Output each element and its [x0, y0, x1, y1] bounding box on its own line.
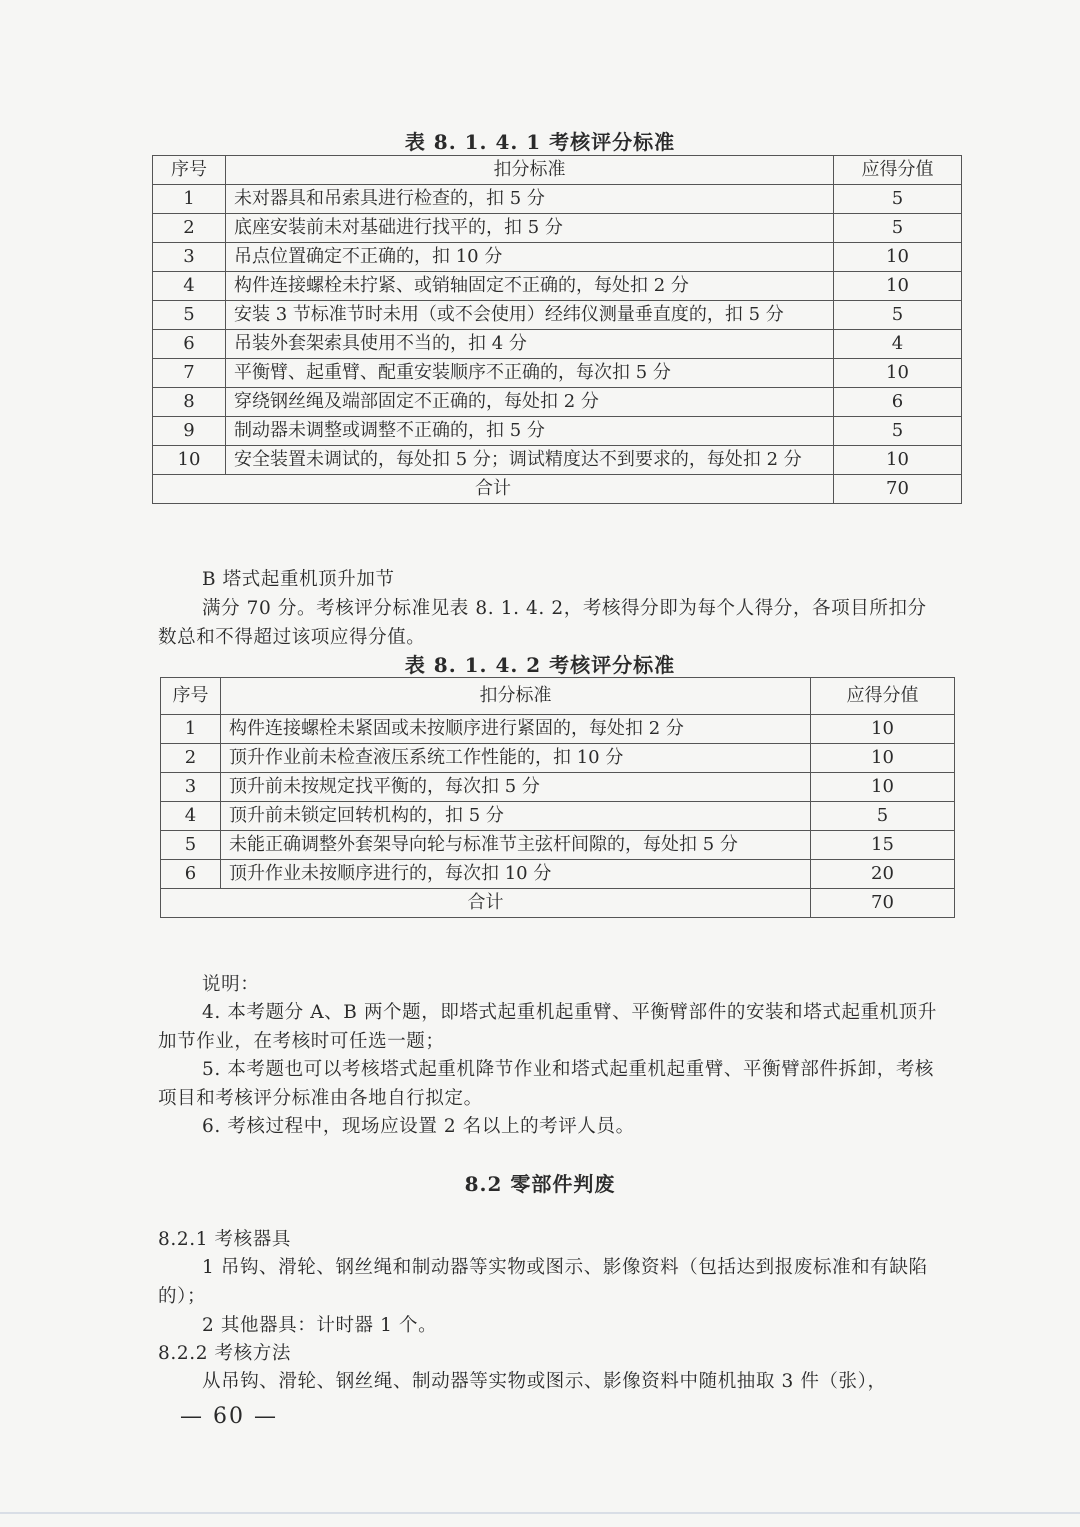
section-822-heading: 8.2.2 考核方法 [158, 1343, 291, 1364]
row-score: 15 [811, 831, 955, 860]
row-number: 5 [153, 301, 226, 330]
header-criteria: 扣分标准 [221, 678, 811, 715]
row-criteria: 顶升作业未按顺序进行的，每次扣 10 分 [221, 860, 811, 889]
row-score: 5 [834, 301, 962, 330]
table-row [153, 359, 962, 388]
table-row [153, 446, 962, 475]
row-criteria: 未能正确调整外套架导向轮与标准节主弦杆间隙的，每处扣 5 分 [221, 831, 811, 860]
table-header-row [161, 678, 955, 715]
row-criteria: 底座安装前未对基础进行找平的，扣 5 分 [226, 214, 834, 243]
row-score: 10 [811, 744, 955, 773]
table-row [153, 330, 962, 359]
row-criteria: 吊点位置确定不正确的，扣 10 分 [226, 243, 834, 272]
table1 [152, 155, 962, 504]
total-value: 70 [834, 475, 962, 504]
table-row [153, 214, 962, 243]
row-number: 2 [161, 744, 221, 773]
note-item: 4. 本考题分 A、B 两个题，即塔式起重机起重臂、平衡臂部件的安装和塔式起重机顶升加节作业，在考核时可任选一题； [158, 1002, 937, 1052]
row-score: 20 [811, 860, 955, 889]
table2 [160, 677, 955, 918]
row-criteria: 安装 3 节标准节时未用（或不会使用）经纬仪测量垂直度的，扣 5 分 [226, 301, 834, 330]
row-score: 10 [834, 243, 962, 272]
table-row [161, 773, 955, 802]
note-item: 5. 本考题也可以考核塔式起重机降节作业和塔式起重机起重臂、平衡臂部件拆卸，考核项目和考核评分标准由各地自行拟定。 [158, 1059, 935, 1109]
row-score: 10 [834, 359, 962, 388]
row-criteria: 吊装外套架索具使用不当的，扣 4 分 [226, 330, 834, 359]
header-no: 序号 [161, 678, 221, 715]
header-no: 序号 [153, 156, 226, 185]
table-row [153, 417, 962, 446]
row-criteria: 安全装置未调试的，每处扣 5 分；调试精度达不到要求的，每处扣 2 分 [226, 446, 834, 475]
total-label: 合计 [153, 475, 834, 504]
table-row [161, 860, 955, 889]
section-b-text: 满分 70 分。考核评分标准见表 8. 1. 4. 2，考核得分即为每个人得分，各项目所扣分数总和不得超过该项应得分值。 [158, 598, 927, 648]
row-score: 4 [834, 330, 962, 359]
row-number: 6 [161, 860, 221, 889]
row-score: 5 [834, 185, 962, 214]
row-number: 9 [153, 417, 226, 446]
section-821-heading: 8.2.1 考核器具 [158, 1229, 291, 1250]
section-82-heading: 8.2 零部件判废 [464, 1172, 616, 1196]
header-score: 应得分值 [834, 156, 962, 185]
row-score: 10 [811, 715, 955, 744]
row-number: 8 [153, 388, 226, 417]
header-criteria: 扣分标准 [226, 156, 834, 185]
table2-title: 表 8. 1. 4. 2 考核评分标准 [404, 653, 676, 677]
total-value: 70 [811, 889, 955, 918]
table-total-row [161, 889, 955, 918]
row-score: 10 [834, 446, 962, 475]
table-header-row [153, 156, 962, 185]
row-criteria: 构件连接螺栓未拧紧、或销轴固定不正确的，每处扣 2 分 [226, 272, 834, 301]
header-score: 应得分值 [811, 678, 955, 715]
row-criteria: 平衡臂、起重臂、配重安装顺序不正确的，每次扣 5 分 [226, 359, 834, 388]
row-criteria: 顶升前未锁定回转机构的，扣 5 分 [221, 802, 811, 831]
table1-title: 表 8. 1. 4. 1 考核评分标准 [404, 130, 676, 154]
row-number: 1 [153, 185, 226, 214]
note-item: 6. 考核过程中，现场应设置 2 名以上的考评人员。 [202, 1116, 635, 1137]
section-822-text: 从吊钩、滑轮、钢丝绳、制动器等实物或图示、影像资料中随机抽取 3 件（张）， [202, 1371, 887, 1392]
table-total-row [153, 475, 962, 504]
section-821-item-1: 1 吊钩、滑轮、钢丝绳和制动器等实物或图示、影像资料（包括达到报废标准和有缺陷的）； [158, 1257, 928, 1307]
row-number: 1 [161, 715, 221, 744]
row-number: 4 [161, 802, 221, 831]
page-number: — 60 — [180, 1404, 278, 1429]
notes-label: 说明： [202, 974, 260, 995]
row-number: 5 [161, 831, 221, 860]
section-821-item-2: 2 其他器具：计时器 1 个。 [202, 1315, 438, 1336]
row-number: 6 [153, 330, 226, 359]
table2-body [161, 715, 955, 918]
table-row [153, 388, 962, 417]
row-score: 10 [834, 272, 962, 301]
row-number: 10 [153, 446, 226, 475]
row-criteria: 构件连接螺栓未紧固或未按顺序进行紧固的，每处扣 2 分 [221, 715, 811, 744]
row-number: 4 [153, 272, 226, 301]
row-score: 10 [811, 773, 955, 802]
row-criteria: 制动器未调整或调整不正确的，扣 5 分 [226, 417, 834, 446]
table-row [161, 715, 955, 744]
row-number: 7 [153, 359, 226, 388]
row-criteria: 未对器具和吊索具进行检查的，扣 5 分 [226, 185, 834, 214]
row-number: 3 [161, 773, 221, 802]
table1-body [153, 185, 962, 504]
table-row [153, 301, 962, 330]
row-criteria: 顶升前未按规定找平衡的，每次扣 5 分 [221, 773, 811, 802]
row-criteria: 穿绕钢丝绳及端部固定不正确的，每处扣 2 分 [226, 388, 834, 417]
row-score: 5 [834, 417, 962, 446]
total-label: 合计 [161, 889, 811, 918]
row-score: 5 [811, 802, 955, 831]
row-score: 5 [834, 214, 962, 243]
row-score: 6 [834, 388, 962, 417]
row-criteria: 顶升作业前未检查液压系统工作性能的，扣 10 分 [221, 744, 811, 773]
table-row [153, 243, 962, 272]
table-row [161, 802, 955, 831]
table-row [153, 272, 962, 301]
row-number: 2 [153, 214, 226, 243]
section-b-heading: B 塔式起重机顶升加节 [202, 569, 395, 590]
table-row [153, 185, 962, 214]
table-row [161, 831, 955, 860]
table-row [161, 744, 955, 773]
bottom-rule [0, 1512, 1080, 1514]
row-number: 3 [153, 243, 226, 272]
